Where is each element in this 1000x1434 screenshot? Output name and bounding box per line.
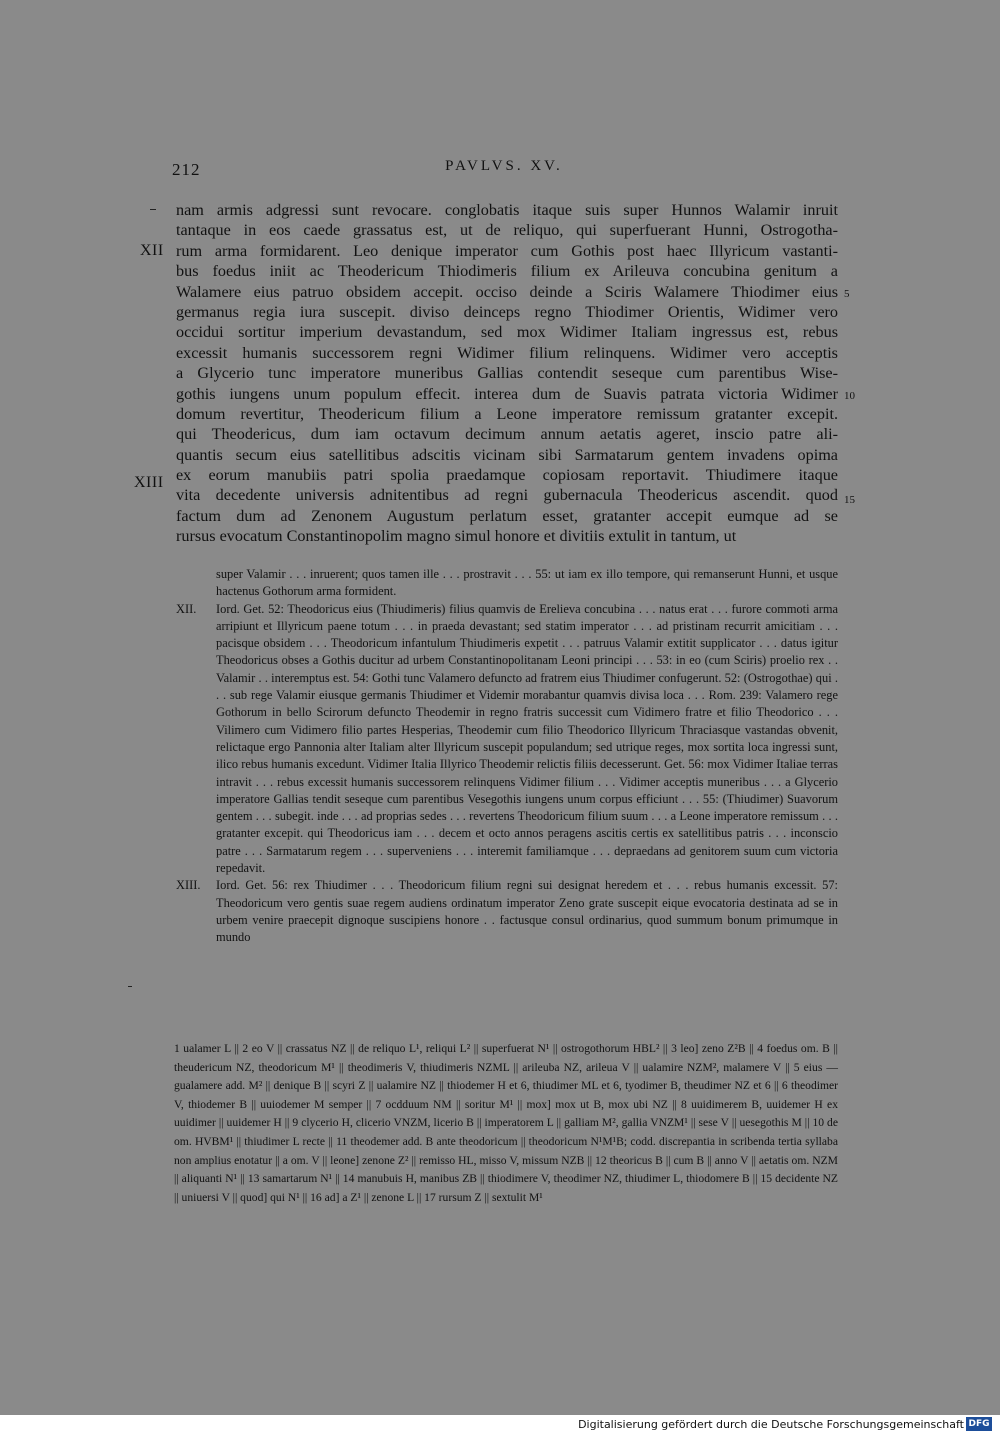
text-line: rursus evocatum Constantinopolim magno simul honore et divitiis extulit in tantum, ut bbox=[176, 527, 737, 546]
text-line: tantaque in eos caede grassatus est, ut de reliquo, qui superfuerant Hunni, Ostrogotha- bbox=[176, 221, 838, 240]
source-label: XIII. bbox=[176, 878, 201, 893]
margin-tick bbox=[128, 986, 132, 987]
line-number: 5 bbox=[844, 288, 850, 300]
line-number: 15 bbox=[844, 494, 855, 506]
source-label: XII. bbox=[176, 601, 197, 616]
text-line: rum arma formidarent. Leo denique imperator cum Gothis post haec Illyricum vastanti- bbox=[176, 241, 838, 260]
source-notes bbox=[176, 566, 838, 947]
text-line: ex eorum manubiis patri spolia praedamque copiosam reportavit. Thiudimere itaque bbox=[176, 466, 838, 485]
main-text bbox=[176, 200, 838, 547]
text-line: gothis iungens unum populum effecit. interea dum de Suavis patrata victoria Widimer bbox=[176, 384, 838, 403]
source-xii bbox=[176, 601, 838, 878]
text-line: bus foedus iniit ac Theodericum Thiodimeris filium ex Arileuva concubina genitum a bbox=[176, 262, 838, 281]
text-line: Walamere eius patruo obsidem accepit. occiso deinde a Sciris Walamere Thiodimer eius bbox=[176, 282, 838, 301]
source-intro bbox=[176, 566, 838, 601]
text-line: domum revertitur, Theodericum filium a Leone imperatore remissum gratanter excepit. bbox=[176, 404, 838, 423]
page-number: 212 bbox=[172, 160, 201, 179]
source-text: Iord. Get. 56: rex Thiudimer . . . Theodoricum filium regni sui designat heredem et . . . rebus humanis excessit. 57: Theodoricum vero gentis suae regem audiens ordinatum imperator Zeno grate suscepit eique evocatoria destinata ad se in urbem venire praecepit dignoque suscipiens honore . . factusque consul ordinarius, quod summum bonum primumque in mundo bbox=[216, 878, 838, 945]
line-number: 10 bbox=[844, 390, 855, 402]
chapter-marker-xii: XII bbox=[140, 242, 164, 259]
text-line: a Glycerio tunc imperatore muneribus Gallias contendit seseque cum parentibus Wise- bbox=[176, 364, 838, 383]
text-line: qui Theodericus, dum iam octavum decimum annum aetatis ageret, inscio patre ali- bbox=[176, 425, 838, 444]
margin-tick bbox=[150, 209, 156, 210]
text-line: nam armis adgressi sunt revocare. conglobatis itaque suis super Hunnos Walamir inruit bbox=[176, 201, 838, 219]
text-line: factum dum ad Zenonem Augustum perlatum esset, gratanter accepit eumque ad se bbox=[176, 506, 838, 525]
running-head: PAVLVS. XV. bbox=[445, 158, 563, 174]
chapter-marker-xiii: XIII bbox=[134, 474, 164, 491]
page-header bbox=[172, 158, 836, 184]
dfg-logo-icon: DFG bbox=[966, 1417, 992, 1431]
critical-apparatus: 1 ualamer L || 2 eo V || crassatus NZ || de reliquo L¹, reliqui L² || superfuerat N¹ || ostrogothorum HBL² || 3 leo] zeno Z²B || 4 foedus om. B || theudericum NZ, theodoricum M¹ || theodimeris V, thiudimeris NZML || arileuba NZ, arileua V || ualamire NZM², malamere V || 5 eius — gualamere add. M² || denique B || scyri Z || ualamire NZ || thiodemer H et 6, thiudimer ML et 6, tyodimer B, theudimer NZ et 6 || 6 theodimer V, thiodemer B || uuiodemer M semper || 7 ocdduum NM || soritur M¹ || mox] mox ut B, mox ubi NZ || 8 uuidimerem B, uuidemer H ex uuidimer || uuidemer H || 9 clycerio H, clicerio VNZM, licerio B || imperatorem L || galliam M², gallia VNZM¹ || sese V || uesegothis M || 10 de om. HVBM¹ || thiudimer L recte || 11 theodemer add. B ante theodoricum || theodoricum N¹M¹B; codd. discrepantia in scribenda tertia syllaba non amplius enotatur || a om. V || leone] zenone Z² || remisso HL, misso V, missum NZB || 12 theoricus B || cum B || anno V || aetatis om. NZM || aliquanti N¹ || 13 samartarum N¹ || 14 manubuis H, manibus ZB || thiodimere V, theodimer NZ, thiudimer L, thiodomere B || 15 decidente NZ || uniuersi V || quod] qui N¹ || 16 ad] a Z¹ || zenone L || 17 rursum Z || sextulit M¹ bbox=[174, 1042, 838, 1204]
source-text: Iord. Get. 52: Theodoricus eius (Thiudimeris) filius quamvis de Erelieva concubina . . . natus erat . . . furore commoti arma arripiunt et Illyricum paene totum . . . in praeda devastant; sed statim imperator . . . ad pristinam recurrit amicitiam . . . pacisque obsidem . . . Theodoricum infantulum Thiudimeris expetit . . . patruus Valamir extitit supplicator . . . datus igitur Theodoricus obses a Gothis ducitur ad urbem Constantinopolitanam Leoni principi . . . 53: in eo (cum Sciris) proelio rex . . Valamir . . interemptus est. 54: Gothi tunc Valamero defuncto ad fratrem eius Thiudimer confugerunt. 52: (Ostrogothae) qui . . . sub rege Valamir eiusque germanis Thiudimer et Videmir morabantur quamvis divisa loca . . . Rom. 239: Valamero rege Gothorum in bello Scirorum defuncto Theodemir in regno fratris successit cum Vidimero fratre et filio Theodorico . . . Vilimero cum Vidimero filio partes Hesperias, Theodemir cum filio Theodorico Illyricum Thraciasque vastandas obvenit, relictaque ergo Pannonia alter Italiam alter Illyricum suscepit populandum; sed utrique reges, mox sortita loca ingressi sunt, ilico rebus humanis excedunt. Vidimer Italia Illyrico Theodemir relictis filiis decesserunt. Get. 56: mox Vidimer Italiae terras intravit . . . rebus excessit humanis successorem relinquens Vidimer filium . . . Vidimer acceptis muneribus . . . a Glycerio imperatore Gallias tendit seseque cum parentibus Vesegothis iungens unum corpus efficiunt . . . 55: (Thiudimer) Suavorum gentem . . . subegit. inde . . . ad proprias sedes . . . revertens Theodoricum filium suum . . . a Leone imperatore remissum . . . gratanter excepit. qui Theodoricus iam . . . decem et octo annos peragens ascitis certis ex satellitibus patris . . . inconscio patre . . . Sarmatarum regem . . . superveniens . . . interemit familiamque . . . depraedans ad genitorem suum cum victoria repedavit. bbox=[216, 601, 838, 876]
text-line: occidui sortitur imperium devastandum, sed mox Widimer Italiam ingressus est, rebus bbox=[176, 323, 838, 342]
text-line: excessit humanis successorem regni Widimer filium relinquens. Widimer vero acceptis bbox=[176, 343, 838, 362]
source-xiii bbox=[176, 877, 838, 946]
footer-bar bbox=[0, 1415, 1000, 1434]
source-intro-text: super Valamir . . . inruerent; quos tamen ille . . . prostravit . . . 55: ut iam ex illo tempore, qui remanserunt Hunni, et usque hactenus Gothorum arma formident. bbox=[216, 567, 838, 599]
text-line: germanus regia iura suscepit. diviso deinceps regno Thiodimer Orientis, Widimer vero bbox=[176, 302, 838, 321]
text-line: quantis secum eius satellitibus adscitis vicinam sibi Sarmatarum gentem invadens opima bbox=[176, 445, 838, 464]
funding-note: Digitalisierung gefördert durch die Deutsche Forschungsgemeinschaft bbox=[578, 1418, 964, 1431]
text-line: vita decedente universis adnitentibus ad regni gubernacula Theodericus ascendit. quod bbox=[176, 486, 838, 505]
